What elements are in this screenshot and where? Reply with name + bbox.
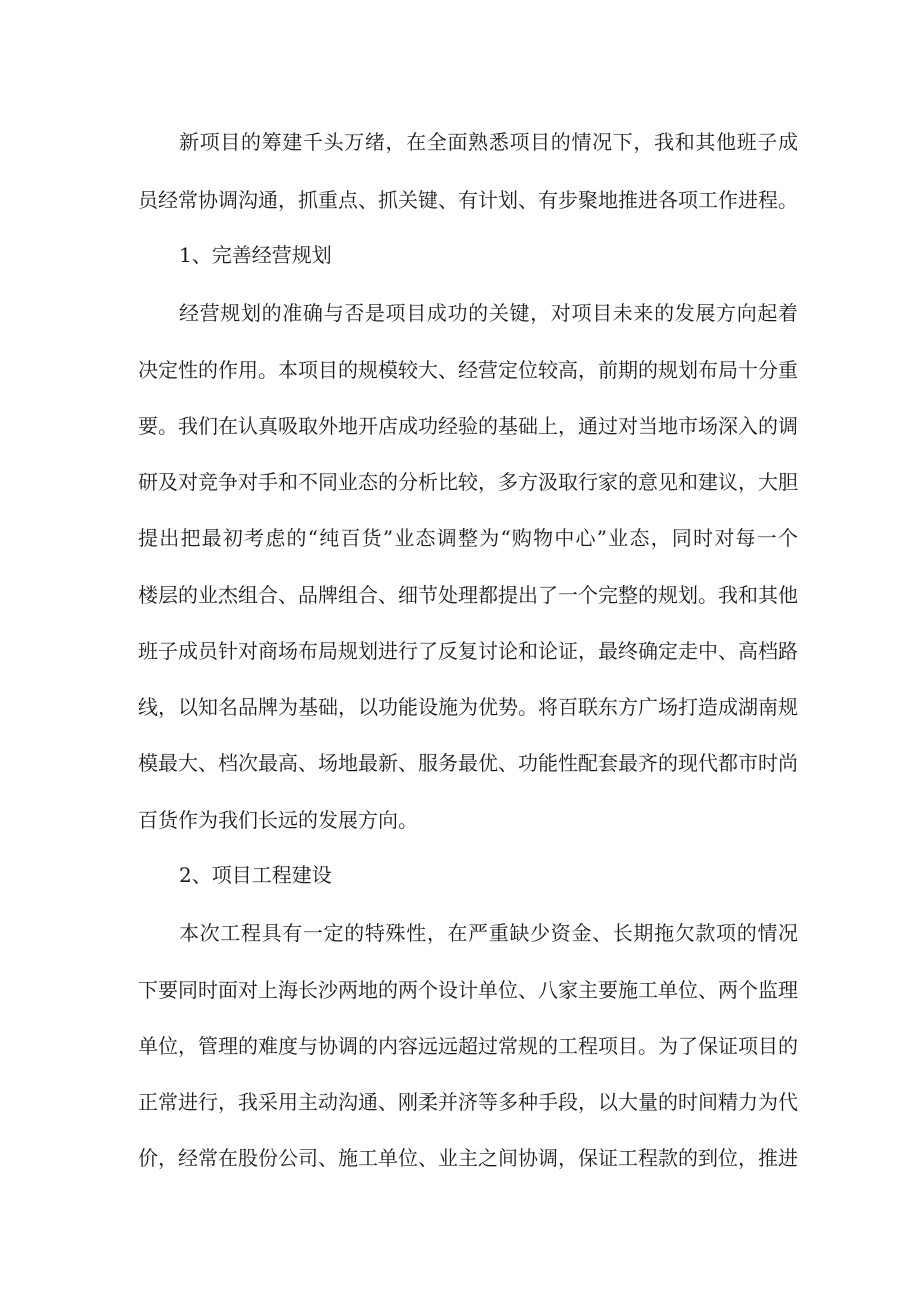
paragraph-2-line-9: 模最大、档次最高、场地最新、服务最优、功能性配套最齐的现代都市时尚	[138, 751, 798, 775]
paragraph-2-line-4: 研及对竞争对手和不同业态的分析比较，多方汲取行家的意见和建议，大胆	[138, 470, 798, 494]
paragraph-3-line-5: 价，经常在股份公司、施工单位、业主之间协调，保证工程款的到位，推进	[138, 1146, 798, 1170]
paragraph-3-line-1: 本次工程具有一定的特殊性，在严重缺少资金、长期拖欠款项的情况	[179, 921, 798, 945]
paragraph-1-line-2: 员经常协调沟通，抓重点、抓关键、有计划、有步聚地推进各项工作进程。	[138, 188, 798, 212]
paragraph-1-line-1: 新项目的筹建千头万绪，在全面熟悉项目的情况下，我和其他班子成	[179, 130, 798, 154]
paragraph-3-line-4: 正常进行，我采用主动沟通、刚柔并济等多种手段，以大量的时间精力为代	[138, 1090, 798, 1114]
paragraph-2-line-6: 楼层的业杰组合、品牌组合、细节处理都提出了一个完整的规划。我和其他	[138, 583, 798, 607]
paragraph-3-line-3: 单位，管理的难度与协调的内容远远超过常规的工程项目。为了保证项目的	[138, 1034, 798, 1058]
paragraph-2-line-10: 百货作为我们长远的发展方向。	[138, 808, 418, 832]
paragraph-2-line-1: 经营规划的准确与否是项目成功的关键，对项目未来的发展方向起着	[179, 301, 798, 325]
paragraph-2-line-8: 线，以知名品牌为基础，以功能设施为优势。将百联东方广场打造成湖南规	[138, 695, 798, 719]
paragraph-2-line-5: 提出把最初考虑的“纯百货”业态调整为“购物中心”业态，同时对每一个	[138, 526, 798, 550]
section-heading-1: 1、完善经营规划	[179, 243, 332, 267]
paragraph-2-line-3: 要。我们在认真吸取外地开店成功经验的基础上，通过对当地市场深入的调	[138, 414, 798, 438]
section-heading-2: 2、项目工程建设	[179, 863, 332, 887]
paragraph-2-line-7: 班子成员针对商场布局规划进行了反复讨论和论证，最终确定走中、高档路	[138, 639, 798, 663]
paragraph-2-line-2: 决定性的作用。本项目的规模较大、经营定位较高，前期的规划布局十分重	[138, 358, 798, 382]
paragraph-3-line-2: 下要同时面对上海长沙两地的两个设计单位、八家主要施工单位、两个监理	[138, 978, 798, 1002]
